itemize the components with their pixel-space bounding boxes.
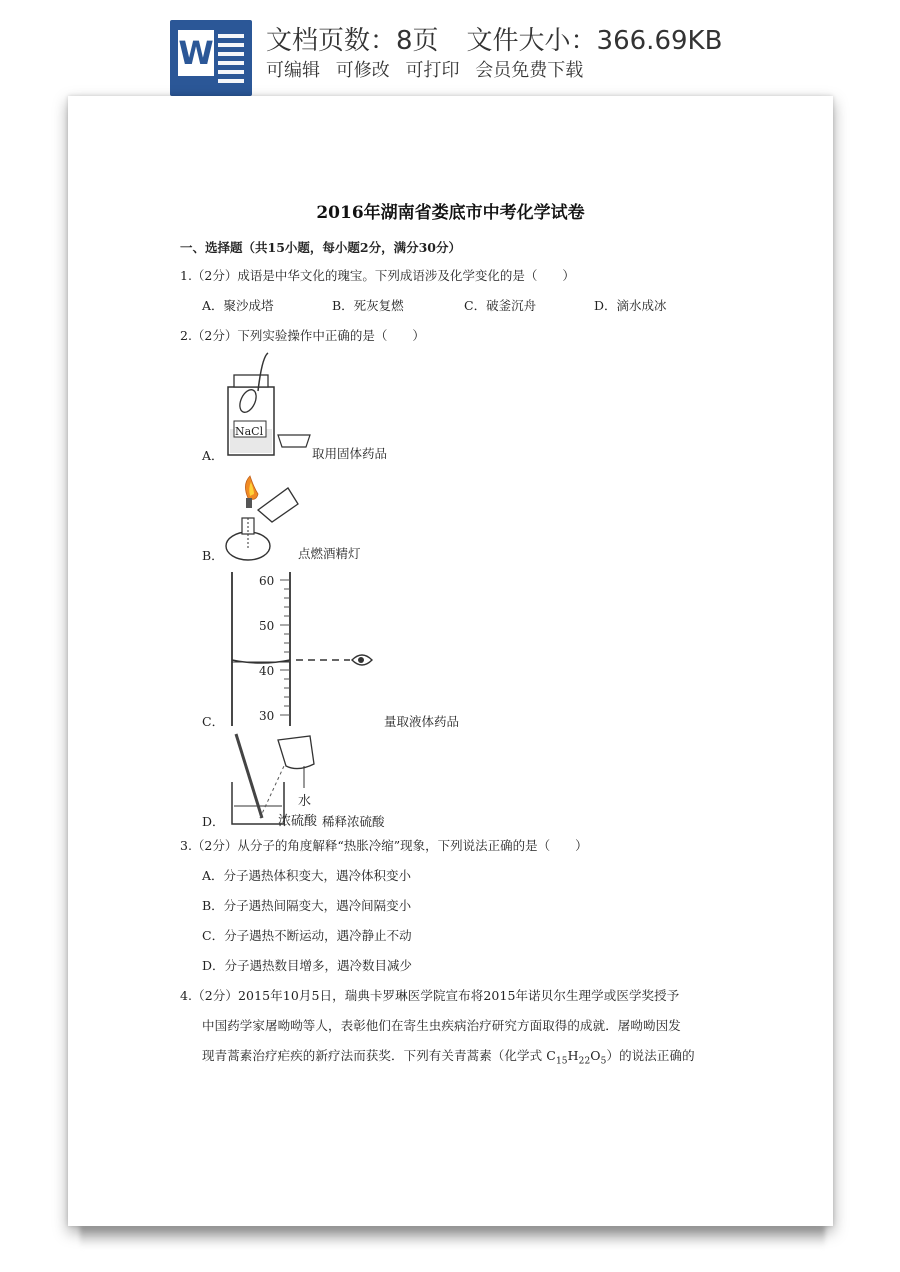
q2-option-d-letter: D． [202, 814, 225, 829]
word-document-icon [170, 20, 252, 96]
question-2-stem: 2.（2分）下列实验操作中正确的是（ ） [180, 328, 425, 343]
q2-option-b-letter: B． [202, 548, 224, 563]
feature-printable: 可打印 [405, 60, 460, 81]
feature-modifiable: 可修改 [335, 60, 390, 81]
cylinder-tick-40: 40 [259, 664, 275, 678]
feature-editable: 可编辑 [266, 60, 320, 81]
feature-free-download: 会员免费下载 [475, 60, 584, 81]
question-4-line-3: 现青蒿素治疗疟疾的新疗法而获奖．下列有关青蒿素（化学式 $C_{15}H_{22}O_5$）的说法正确的 [202, 1048, 695, 1067]
question-3-stem: 3.（2分）从分子的角度解释“热胀冷缩”现象，下列说法正确的是（ ） [180, 838, 588, 853]
document-title: 2016年湖南省娄底市中考化学试卷 [316, 203, 585, 223]
feature-list [266, 56, 593, 82]
q1-option-c: C．破釜沉舟 [464, 298, 537, 313]
acid-label: 浓硫酸 [278, 814, 318, 829]
q2-option-b-caption: 点燃酒精灯 [298, 546, 361, 561]
document-page [68, 96, 833, 1226]
word-icon-lines [218, 34, 244, 88]
q2-option-a-letter: A． [202, 448, 224, 463]
q1-option-d: D．滴水成冰 [594, 298, 667, 313]
graduated-cylinder-figure [218, 570, 398, 730]
file-meta [266, 20, 722, 57]
cylinder-tick-50: 50 [259, 619, 275, 633]
cylinder-tick-30: 30 [259, 709, 275, 723]
q3-option-a: A．分子遇热体积变大，遇冷体积变小 [202, 868, 412, 883]
section-heading: 一、选择题（共15小题，每小题2分，满分30分） [180, 240, 461, 255]
reagent-bottle-figure [218, 351, 318, 461]
file-size: 文件大小：366.69KB [466, 26, 723, 56]
word-icon-letter: W [178, 30, 214, 76]
q1-option-a: A．聚沙成塔 [202, 298, 274, 313]
q2-option-c-letter: C． [202, 714, 225, 729]
q2-option-d-caption: 稀释浓硫酸 [322, 814, 385, 829]
page-count: 文档页数：8页 [266, 26, 439, 56]
question-4-line-1: 4.（2分）2015年10月5日，瑞典卡罗琳医学院宣布将2015年诺贝尔生理学或医学奖授予 [180, 988, 680, 1003]
question-4-line-2: 中国药学家屠呦呦等人，表彰他们在寄生虫疾病治疗研究方面取得的成就．屠呦呦因发 [202, 1018, 681, 1033]
alcohol-lamp-figure [218, 474, 308, 564]
q3-option-b: B．分子遇热间隔变大，遇冷间隔变小 [202, 898, 412, 913]
water-label: 水 [298, 794, 312, 809]
q3-option-d: D．分子遇热数目增多，遇冷数目减少 [202, 958, 413, 973]
cylinder-tick-60: 60 [259, 574, 275, 588]
q3-option-c: C．分子遇热不断运动，遇冷静止不动 [202, 928, 412, 943]
page-shadow [80, 1226, 825, 1248]
q1-option-b: B．死灰复燃 [332, 298, 404, 313]
question-1-stem: 1.（2分）成语是中华文化的瑰宝。下列成语涉及化学变化的是（ ） [180, 268, 575, 283]
q2-option-c-caption: 量取液体药品 [384, 714, 460, 729]
download-banner [0, 0, 900, 100]
q2-option-a-caption: 取用固体药品 [312, 446, 388, 461]
nacl-label: NaCl [235, 425, 264, 438]
